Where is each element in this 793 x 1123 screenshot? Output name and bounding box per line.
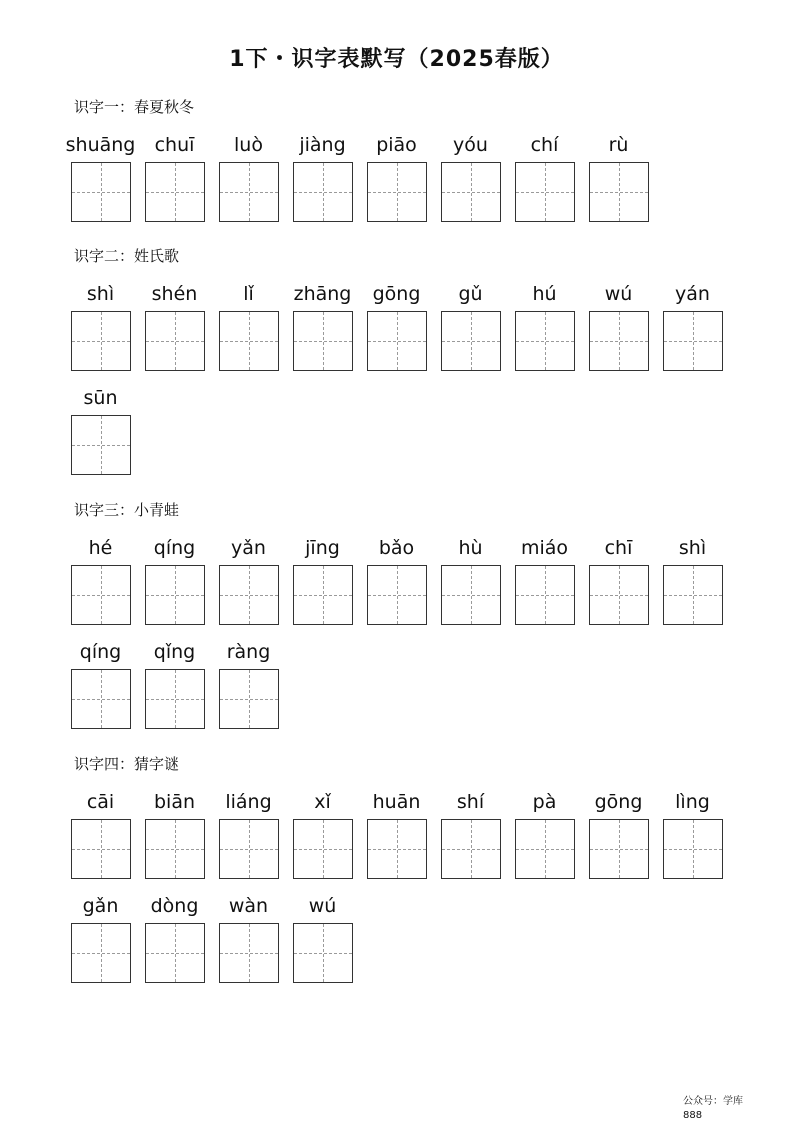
pinyin-label: sūn	[83, 387, 118, 409]
character-cell	[588, 281, 649, 377]
character-cell	[514, 789, 575, 885]
character-cell	[588, 132, 649, 228]
character-cell	[440, 535, 501, 631]
character-cell	[292, 281, 353, 377]
pinyin-label: lǐ	[243, 283, 254, 305]
pinyin-label: shí	[456, 791, 485, 813]
writing-box[interactable]	[219, 669, 279, 729]
writing-box[interactable]	[293, 923, 353, 983]
writing-grid	[70, 281, 750, 481]
writing-box[interactable]	[71, 923, 131, 983]
character-cell	[218, 132, 279, 228]
pinyin-label: biān	[153, 791, 196, 813]
section-title: 识字一：春夏秋冬	[74, 98, 195, 116]
writing-box[interactable]	[145, 162, 205, 222]
pinyin-label: yán	[675, 283, 710, 305]
pinyin-label: hé	[88, 537, 113, 559]
writing-box[interactable]	[367, 819, 427, 879]
pinyin-label: shì	[678, 537, 707, 559]
character-cell	[662, 535, 723, 631]
writing-box[interactable]	[589, 565, 649, 625]
pinyin-label: gǔ	[458, 283, 483, 305]
character-cell	[366, 535, 427, 631]
character-cell	[144, 893, 205, 989]
pinyin-label: shén	[151, 283, 198, 305]
writing-box[interactable]	[145, 669, 205, 729]
pinyin-label: huān	[372, 791, 421, 813]
section-little-frog	[70, 499, 750, 743]
character-cell	[440, 281, 501, 377]
footer-number: 888	[683, 1110, 703, 1121]
character-cell	[366, 789, 427, 885]
pinyin-label: qǐng	[153, 641, 196, 663]
character-cell	[292, 535, 353, 631]
writing-box[interactable]	[145, 565, 205, 625]
character-cell	[144, 132, 205, 228]
grid-row	[70, 385, 750, 481]
character-cell	[218, 893, 279, 989]
pinyin-label: qíng	[153, 537, 196, 559]
writing-box[interactable]	[515, 819, 575, 879]
pinyin-label: hú	[532, 283, 557, 305]
pinyin-label: chí	[530, 134, 559, 156]
character-cell	[588, 535, 649, 631]
character-cell	[514, 535, 575, 631]
pinyin-label: gǎn	[82, 895, 119, 917]
writing-box[interactable]	[219, 565, 279, 625]
pinyin-label: liáng	[225, 791, 272, 813]
pinyin-label: gōng	[594, 791, 643, 813]
pinyin-label: pà	[532, 791, 557, 813]
character-cell	[70, 281, 131, 377]
pinyin-label: gōng	[372, 283, 421, 305]
writing-box[interactable]	[589, 819, 649, 879]
character-cell	[440, 132, 501, 228]
pinyin-label: bǎo	[378, 537, 415, 559]
writing-box[interactable]	[219, 923, 279, 983]
writing-box[interactable]	[145, 923, 205, 983]
pinyin-label: yóu	[453, 134, 488, 156]
writing-box[interactable]	[589, 311, 649, 371]
pinyin-label: jiàng	[299, 134, 346, 156]
writing-box[interactable]	[293, 819, 353, 879]
grid-row	[65, 132, 750, 228]
page-title: 1下・识字表默写（2025春版）	[229, 47, 564, 72]
pinyin-label: jīng	[305, 537, 340, 559]
writing-box[interactable]	[515, 311, 575, 371]
pinyin-label: miáo	[520, 537, 569, 559]
footer-label: 公众号：学库	[683, 1096, 743, 1107]
pinyin-label: dòng	[150, 895, 199, 917]
character-cell	[662, 281, 723, 377]
section-title: 识字二：姓氏歌	[74, 247, 180, 265]
pinyin-label: piāo	[376, 134, 417, 156]
character-cell	[70, 639, 131, 735]
pinyin-label: zhāng	[293, 283, 352, 305]
grid-row	[70, 281, 750, 377]
writing-box[interactable]	[71, 669, 131, 729]
writing-box[interactable]	[441, 819, 501, 879]
pinyin-label: ràng	[226, 641, 271, 663]
writing-box[interactable]	[367, 162, 427, 222]
section-title: 识字四：猜字谜	[74, 755, 180, 773]
grid-row	[70, 639, 750, 735]
character-cell	[366, 132, 427, 228]
writing-box[interactable]	[367, 311, 427, 371]
character-cell	[70, 893, 131, 989]
section-character-riddle	[70, 753, 750, 997]
writing-box[interactable]	[589, 162, 649, 222]
character-cell	[144, 639, 205, 735]
character-cell	[65, 132, 136, 228]
section-title: 识字三：小青蛙	[74, 501, 180, 519]
character-cell	[218, 639, 279, 735]
character-cell	[292, 132, 353, 228]
character-cell	[70, 789, 131, 885]
pinyin-label: lìng	[675, 791, 710, 813]
grid-row	[70, 893, 750, 989]
writing-box[interactable]	[515, 565, 575, 625]
character-cell	[144, 281, 205, 377]
pinyin-label: xǐ	[314, 791, 331, 813]
pinyin-label: chuī	[154, 134, 195, 156]
grid-row	[70, 535, 750, 631]
writing-box[interactable]	[71, 311, 131, 371]
footer	[683, 1095, 743, 1123]
writing-box[interactable]	[219, 162, 279, 222]
writing-box[interactable]	[71, 415, 131, 475]
pinyin-label: luò	[234, 134, 263, 156]
pinyin-label: hù	[458, 537, 483, 559]
writing-box[interactable]	[145, 311, 205, 371]
writing-box[interactable]	[219, 819, 279, 879]
pinyin-label: chī	[604, 537, 633, 559]
writing-box[interactable]	[145, 819, 205, 879]
writing-box[interactable]	[441, 311, 501, 371]
writing-box[interactable]	[515, 162, 575, 222]
writing-box[interactable]	[663, 819, 723, 879]
pinyin-label: wàn	[228, 895, 269, 917]
pinyin-label: shì	[86, 283, 115, 305]
character-cell	[662, 789, 723, 885]
writing-box[interactable]	[71, 819, 131, 879]
pinyin-label: cāi	[86, 791, 115, 813]
writing-grid	[70, 789, 750, 989]
character-cell	[588, 789, 649, 885]
character-cell	[514, 281, 575, 377]
character-cell	[70, 385, 131, 481]
pinyin-label: yǎn	[231, 537, 266, 559]
writing-box[interactable]	[219, 311, 279, 371]
character-cell	[292, 789, 353, 885]
character-cell	[366, 281, 427, 377]
character-cell	[514, 132, 575, 228]
section-spring-summer-autumn-winter	[65, 96, 750, 236]
character-cell	[70, 535, 131, 631]
pinyin-label: qíng	[79, 641, 122, 663]
character-cell	[144, 789, 205, 885]
writing-grid	[65, 132, 750, 228]
character-cell	[440, 789, 501, 885]
writing-box[interactable]	[293, 162, 353, 222]
writing-box[interactable]	[441, 162, 501, 222]
character-cell	[218, 281, 279, 377]
writing-box[interactable]	[367, 565, 427, 625]
writing-box[interactable]	[441, 565, 501, 625]
writing-box[interactable]	[71, 565, 131, 625]
writing-box[interactable]	[663, 311, 723, 371]
character-cell	[218, 789, 279, 885]
pinyin-label: rù	[608, 134, 629, 156]
writing-box[interactable]	[71, 162, 131, 222]
character-cell	[218, 535, 279, 631]
section-surname-song	[70, 245, 750, 489]
character-cell	[292, 893, 353, 989]
character-cell	[144, 535, 205, 631]
writing-box[interactable]	[663, 565, 723, 625]
pinyin-label: wú	[308, 895, 337, 917]
grid-row	[70, 789, 750, 885]
writing-box[interactable]	[293, 565, 353, 625]
writing-box[interactable]	[293, 311, 353, 371]
pinyin-label: wú	[604, 283, 633, 305]
pinyin-label: shuāng	[65, 134, 136, 156]
writing-grid	[70, 535, 750, 735]
